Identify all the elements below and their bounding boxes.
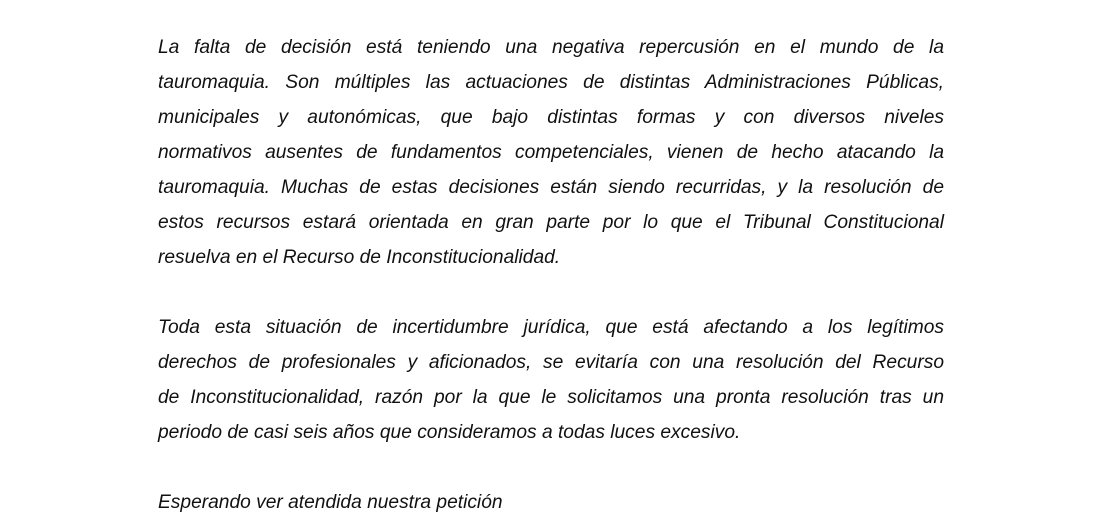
paragraph-line: estos recursos estará orientada en gran parte por lo que el Tribunal Constitucional bbox=[158, 212, 944, 233]
paragraph-line: municipales y autonómicas, que bajo distintas formas y con diversos niveles bbox=[158, 107, 944, 128]
paragraph-line: periodo de casi seis años que consideramos a todas luces excesivo. bbox=[158, 422, 741, 443]
paragraph-line: normativos ausentes de fundamentos competenciales, vienen de hecho atacando la bbox=[158, 142, 944, 163]
paragraph-incertidumbre bbox=[158, 310, 944, 450]
paragraph-line: derechos de profesionales y aficionados, se evitaría con una resolución del Recurso bbox=[158, 352, 944, 373]
paragraph-line: tauromaquia. Muchas de estas decisiones están siendo recurridas, y la resolución de bbox=[158, 177, 944, 198]
paragraph-line: tauromaquia. Son múltiples las actuaciones de distintas Administraciones Públicas, bbox=[158, 72, 944, 93]
paragraph-line: Toda esta situación de incertidumbre jurídica, que está afectando a los legítimos bbox=[158, 317, 944, 338]
paragraph-closing bbox=[158, 485, 944, 520]
paragraph-line: La falta de decisión está teniendo una negativa repercusión en el mundo de la bbox=[158, 37, 944, 58]
paragraph-line: de Inconstitucionalidad, razón por la que le solicitamos una pronta resolución tras un bbox=[158, 387, 944, 408]
paragraph-line: Esperando ver atendida nuestra petición bbox=[158, 492, 503, 513]
paragraph-decision bbox=[158, 30, 944, 275]
paragraph-line: resuelva en el Recurso de Inconstitucionalidad. bbox=[158, 247, 561, 268]
